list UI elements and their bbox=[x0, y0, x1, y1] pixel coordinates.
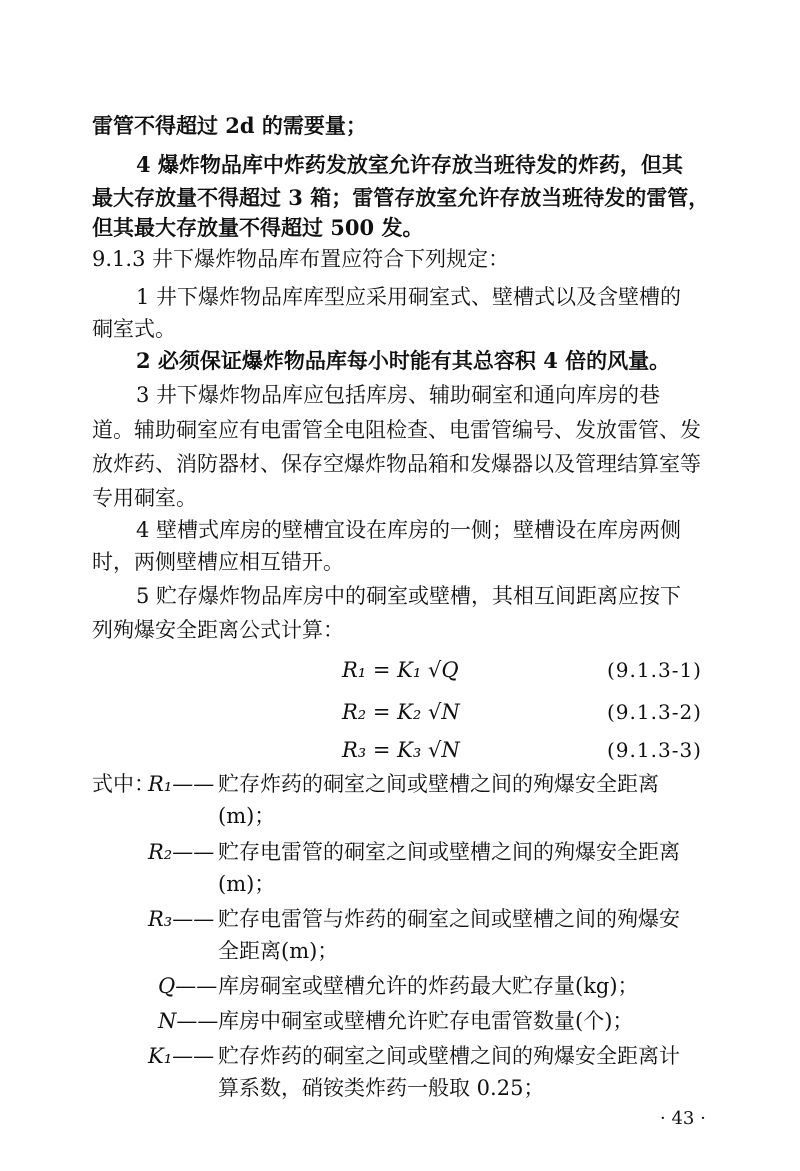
definition-text: 贮存电雷管与炸药的硐室之间或壁槽之间的殉爆安 bbox=[218, 907, 680, 931]
equation-number: (9.1.3-3) bbox=[607, 738, 702, 762]
text-line: 放炸药、消防器材、保存空爆炸物品箱和发爆器以及管理结算室等 bbox=[92, 452, 701, 476]
definition-text: (m)； bbox=[218, 804, 276, 828]
definition-text: 全距离(m)； bbox=[218, 939, 339, 963]
text-line: 最大存放量不得超过 3 箱；雷管存放室允许存放当班待发的雷管， bbox=[92, 185, 710, 210]
text-line: 2 必须保证爆炸物品库每小时能有其总容积 4 倍的风量。 bbox=[136, 348, 671, 373]
definition-symbol: N—— bbox=[158, 1009, 219, 1033]
definitions-prefix: 式中： bbox=[92, 772, 155, 796]
text-line: 列殉爆安全距离公式计算： bbox=[92, 618, 344, 642]
definition-text: (m)； bbox=[218, 872, 276, 896]
text-line: 但其最大存放量不得超过 500 发。 bbox=[92, 215, 424, 240]
definition-text: 贮存炸药的硐室之间或壁槽之间的殉爆安全距离计 bbox=[218, 1044, 680, 1068]
clause-heading: 9.1.3 井下爆炸物品库布置应符合下列规定： bbox=[92, 247, 510, 271]
definition-text: 贮存电雷管的硐室之间或壁槽之间的殉爆安全距离 bbox=[218, 840, 680, 864]
page-number: · 43 · bbox=[660, 1108, 706, 1129]
equation-formula: R₁ = K₁ √Q bbox=[342, 658, 459, 682]
text-line: 4 壁槽式库房的壁槽宜设在库房的一侧；壁槽设在库房两侧 bbox=[136, 518, 682, 542]
definition-symbol: K₁—— bbox=[148, 1044, 215, 1068]
definition-text: 库房中硐室或壁槽允许贮存电雷管数量(个)； bbox=[218, 1009, 634, 1033]
equation-number: (9.1.3-2) bbox=[607, 700, 702, 724]
text-line: 道。辅助硐室应有电雷管全电阻检查、电雷管编号、发放雷管、发 bbox=[92, 418, 701, 442]
text-line: 1 井下爆炸物品库库型应采用硐室式、壁槽式以及含壁槽的 bbox=[136, 285, 682, 309]
text-line: 专用硐室。 bbox=[92, 486, 197, 510]
definition-symbol: R₁—— bbox=[148, 772, 215, 796]
text-line: 时，两侧壁槽应相互错开。 bbox=[92, 550, 344, 574]
definition-text: 库房硐室或壁槽允许的炸药最大贮存量(kg)； bbox=[218, 974, 639, 998]
equation-number: (9.1.3-1) bbox=[607, 658, 702, 682]
definition-text: 算系数，硝铵类炸药一般取 0.25； bbox=[218, 1076, 545, 1100]
text-line: 雷管不得超过 2d 的需要量； bbox=[92, 113, 367, 138]
definition-symbol: R₃—— bbox=[148, 907, 215, 931]
text-line: 硐室式。 bbox=[92, 317, 176, 341]
equation-formula: R₂ = K₂ √N bbox=[342, 700, 460, 724]
text-line: 4 爆炸物品库中炸药发放室允许存放当班待发的炸药，但其 bbox=[136, 152, 683, 177]
equation-formula: R₃ = K₃ √N bbox=[342, 738, 460, 762]
text-line: 5 贮存爆炸物品库房中的硐室或壁槽，其相互间距离应按下 bbox=[136, 584, 682, 608]
definition-symbol: R₂—— bbox=[148, 840, 215, 864]
text-line: 3 井下爆炸物品库应包括库房、辅助硐室和通向库房的巷 bbox=[136, 383, 661, 407]
definition-symbol: Q—— bbox=[158, 974, 218, 998]
definition-text: 贮存炸药的硐室之间或壁槽之间的殉爆安全距离 bbox=[218, 772, 659, 796]
